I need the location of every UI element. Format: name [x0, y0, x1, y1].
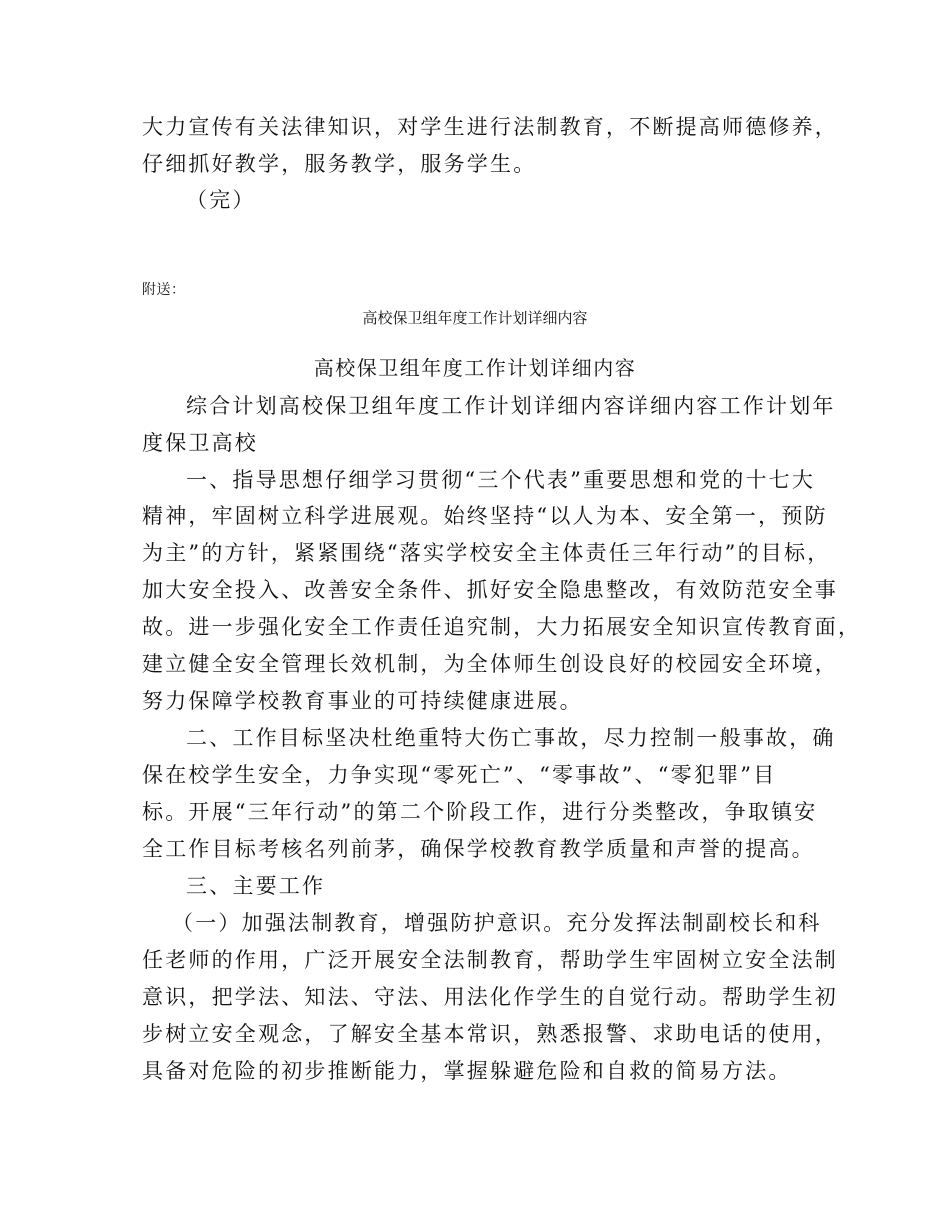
- paragraph-line: 综合计划高校保卫组年度工作计划详细内容详细内容工作计划年: [186, 394, 836, 418]
- end-mark: （完）: [186, 188, 256, 212]
- paragraph-line: 任老师的作用，广泛开展安全法制教育，帮助学生牢固树立安全法制: [142, 948, 838, 972]
- attachment-title: 高校保卫组年度工作计划详细内容: [362, 309, 588, 327]
- document-title: 高校保卫组年度工作计划详细内容: [313, 356, 637, 380]
- paragraph-line: 意识，把学法、知法、守法、用法化作学生的自觉行动。帮助学生初: [142, 985, 838, 1009]
- section-heading: 三、主要工作: [186, 874, 326, 898]
- paragraph-line: 仔细抓好教学，服务教学，服务学生。: [142, 152, 537, 176]
- paragraph-line: （一）加强法制教育，增强防护意识。充分发挥法制副校长和科: [172, 911, 822, 935]
- paragraph-line: 标。开展“三年行动”的第二个阶段工作，进行分类整改，争取镇安: [142, 800, 818, 824]
- paragraph-line: 大力宣传有关法律知识，对学生进行法制教育，不断提高师德修养，: [142, 115, 838, 139]
- paragraph-line: 全工作目标考核名列前茅，确保学校教育教学质量和声誉的提高。: [142, 837, 815, 861]
- paragraph-line: 为主”的方针，紧紧围绕“落实学校安全主体责任三年行动”的目标，: [142, 541, 831, 565]
- paragraph-line: 保在校学生安全，力争实现“零死亡”、“零事故”、“零犯罪”目: [142, 763, 777, 787]
- paragraph-line: 具备对危险的初步推断能力，掌握躲避危险和自救的简易方法。: [142, 1059, 792, 1083]
- attachment-label: 附送：: [142, 282, 186, 298]
- paragraph-line: 努力保障学校教育事业的可持续健康进展。: [142, 689, 583, 713]
- paragraph-line: 步树立安全观念，了解安全基本常识，熟悉报警、求助电话的使用，: [142, 1022, 838, 1046]
- paragraph-line: 一、指导思想仔细学习贯彻“三个代表”重要思想和党的十七大: [186, 468, 816, 492]
- paragraph-line: 建立健全安全管理长效机制，为全体师生创设良好的校园安全环境，: [142, 652, 838, 676]
- paragraph-line: 二、工作目标坚决杜绝重特大伤亡事故，尽力控制一般事故，确: [186, 726, 836, 750]
- paragraph-line: 精神，牢固树立科学进展观。始终坚持“以人为本、安全第一，预防: [142, 504, 828, 528]
- paragraph-line: 故。进一步强化安全工作责任追究制，大力拓展安全知识宣传教育面，: [142, 615, 862, 639]
- paragraph-line: 加大安全投入、改善安全条件、抓好安全隐患整改，有效防范安全事: [142, 578, 838, 602]
- paragraph-line: 度保卫高校: [142, 431, 258, 455]
